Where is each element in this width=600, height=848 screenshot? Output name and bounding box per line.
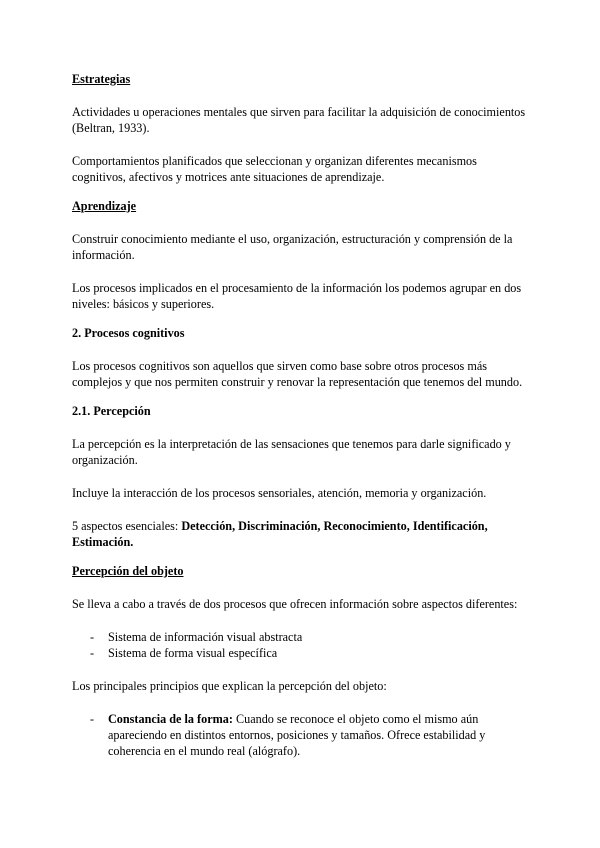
paragraph-aprendizaje-definition: Construir conocimiento mediante el uso, organización, estructuración y comprensión de la información. [72,232,513,262]
paragraph-estrategias-behaviour: Comportamientos planificados que seleccionan y organizan diferentes mecanismos cognitivos, afectivos y motrices ante situaciones de aprendizaje. [72,154,477,184]
paragraph-percepcion-definition: La percepción es la interpretación de las sensaciones que tenemos para darle significado y organización. [72,437,511,467]
dash-bullet: - [90,646,95,660]
aspects-list: Detección, Discriminación, Reconocimiento, Identificación, Estimación. [72,519,488,549]
processes-list [72,629,532,661]
heading-aprendizaje: Aprendizaje [72,199,137,213]
heading-estrategias: Estrategias [72,72,131,86]
paragraph-procesos-definition: Los procesos cognitivos son aquellos que sirven como base sobre otros procesos más complejos y que nos permiten construir y renovar la representación que tenemos del mundo. [72,359,523,389]
paragraph-aprendizaje-levels: Los procesos implicados en el procesamiento de la información los podemos agrupar en dos niveles: básicos y superiores. [72,281,522,311]
paragraph-estrategias-definition: Actividades u operaciones mentales que sirven para facilitar la adquisición de conocimientos (Beltran, 1933). [72,105,526,135]
principle-title: Constancia de la forma: [108,712,233,726]
list-item [72,711,532,759]
list-item: - Sistema de forma visual específica [90,646,278,660]
paragraph-objeto-principles: Los principales principios que explican la percepción del objeto: [72,679,387,693]
dash-bullet: - [90,630,95,644]
heading-percepcion: 2.1. Percepción [72,404,151,418]
paragraph-percepcion-includes: Incluye la interacción de los procesos sensoriales, atención, memoria y organización. [72,486,487,500]
principle-text: Cuando se reconoce el objeto como el mismo aún apareciendo en distintos entornos, posiciones y tamaños. Ofrece estabilidad y coherencia en el mundo real (alógrafo). [108,712,486,758]
dash-bullet: - [90,712,95,726]
heading-procesos-cognitivos: 2. Procesos cognitivos [72,326,185,340]
document-body [72,71,532,759]
paragraph-percepcion-aspects [72,518,532,550]
heading-percepcion-objeto: Percepción del objeto [72,564,184,578]
list-item: - Sistema de información visual abstracta [90,630,303,644]
aspects-prefix: 5 aspectos esenciales: [72,519,182,533]
principles-list [72,711,532,759]
paragraph-objeto-processes: Se lleva a cabo a través de dos procesos que ofrecen información sobre aspectos diferentes: [72,597,518,611]
